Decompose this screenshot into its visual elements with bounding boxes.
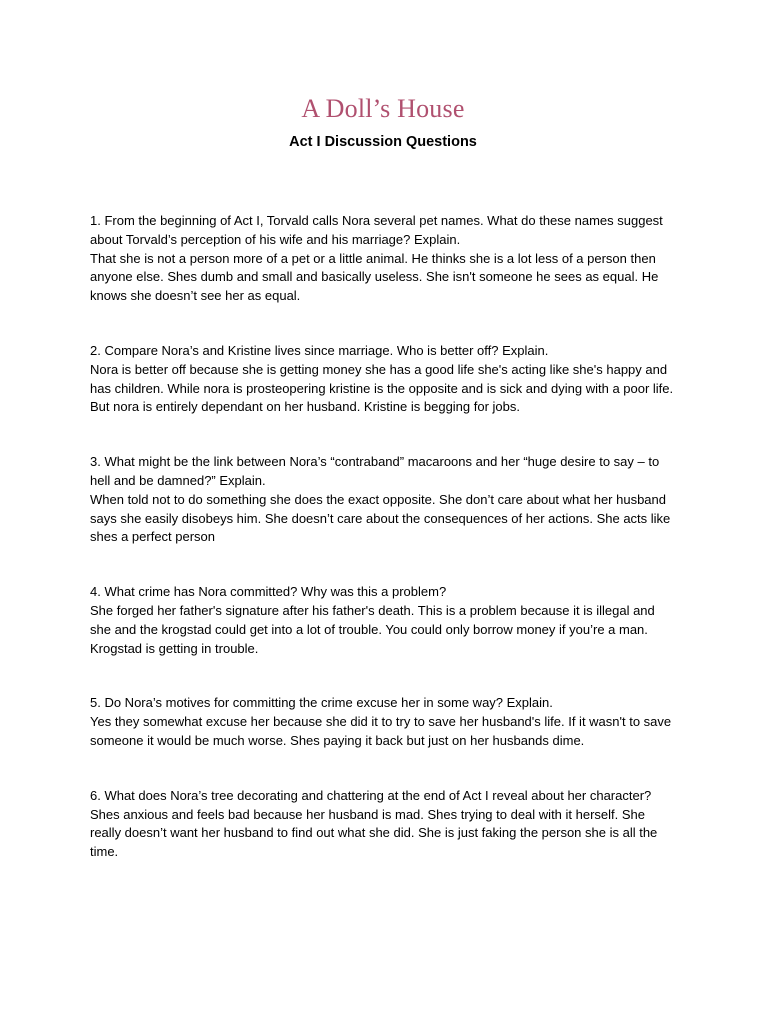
question-text: 1. From the beginning of Act I, Torvald calls Nora several pet names. What do these names suggest about Torvald’s perception of his wife and his marriage? Explain. [90, 213, 663, 247]
question-block [90, 212, 676, 306]
answer-text: Shes anxious and feels bad because her husband is mad. Shes trying to deal with it herself. She really doesn’t want her husband to find out what she did. She is just faking the person she is all the time. [90, 806, 658, 860]
question-text: 5. Do Nora’s motives for committing the crime excuse her in some way? Explain. [90, 695, 553, 711]
question-block [90, 694, 676, 750]
question-block [90, 787, 676, 862]
document-title: A Doll’s House [301, 94, 465, 123]
answer-text: Yes they somewhat excuse her because she did it to try to save her husband's life. If it wasn't to save someone it would be much worse. Shes paying it back but just on her husbands dime. [90, 714, 672, 748]
question-text: 4. What crime has Nora committed? Why was this a problem? [90, 584, 447, 600]
question-text: 3. What might be the link between Nora’s “contraband” macaroons and her “huge desire to say – to hell and be damned?” Explain. [90, 454, 660, 488]
answer-text: When told not to do something she does the exact opposite. She don’t care about what her husband says she easily disobeys him. She doesn’t care about the consequences of her actions. She acts like shes a perfect person [90, 491, 671, 545]
question-block [90, 583, 676, 658]
document-subtitle: Act I Discussion Questions [289, 134, 477, 150]
question-block [90, 453, 676, 547]
answer-text: She forged her father's signature after his father's death. This is a problem because it is illegal and she and the krogstad could get into a lot of trouble. You could only borrow money if you’re a man. Krogstad is getting in trouble. [90, 602, 655, 656]
question-text: 6. What does Nora’s tree decorating and chattering at the end of Act I reveal about her character? [90, 787, 652, 803]
question-text: 2. Compare Nora’s and Kristine lives since marriage. Who is better off? Explain. [90, 342, 549, 358]
answer-text: Nora is better off because she is getting money she has a good life she's acting like she's happy and has children. While nora is prosteopering kristine is the opposite and is sick and dying with a poor life. But nora is entirely dependant on her husband. Kristine is begging for jobs. [90, 361, 674, 415]
questions-list [90, 212, 676, 862]
answer-text: That she is not a person more of a pet or a little animal. He thinks she is a lot less of a person then anyone else. Shes dumb and small and basically useless. She isn't someone he sees as equal. He knows she doesn’t see her as equal. [90, 250, 659, 304]
question-block [90, 342, 676, 417]
